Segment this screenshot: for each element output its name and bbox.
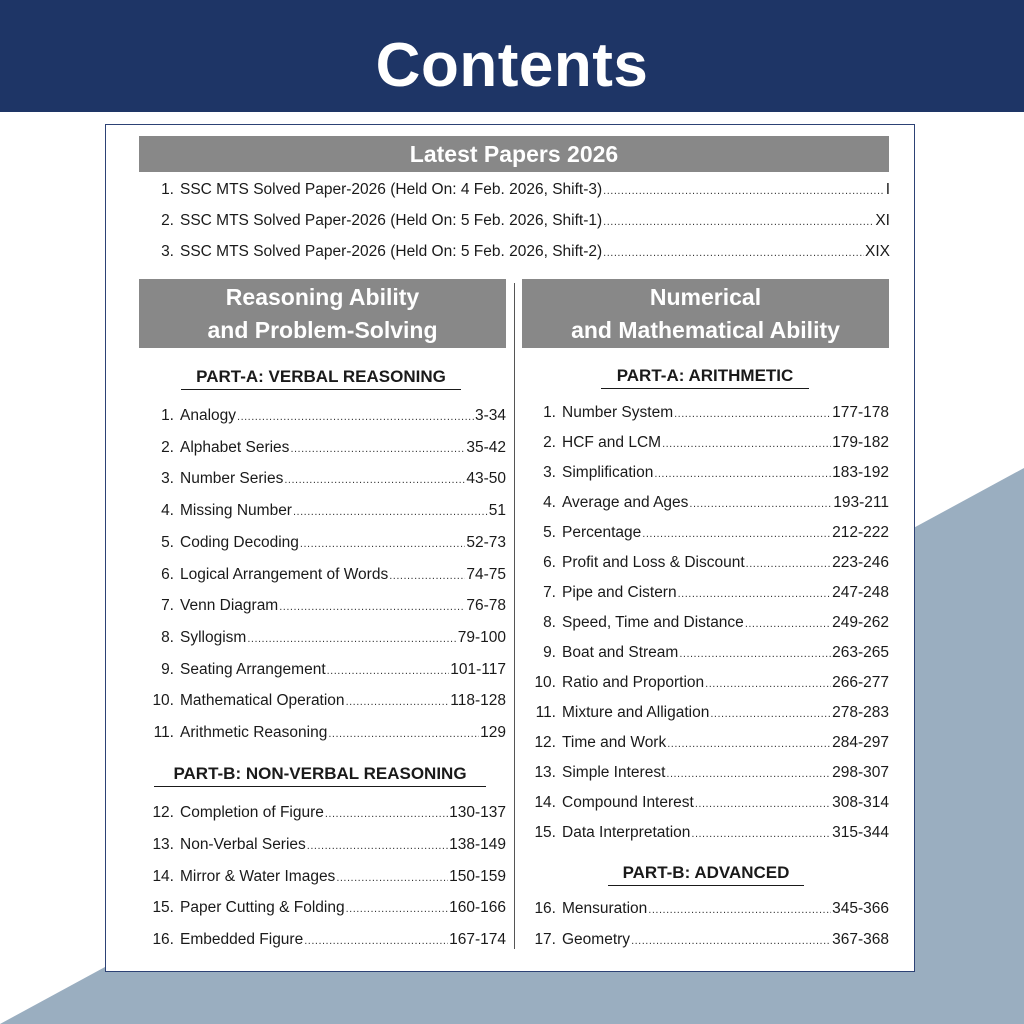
header-bar	[0, 0, 1024, 112]
verbal-topic-leader-dots	[247, 628, 456, 650]
arithmetic-topic-page: 263-265	[832, 644, 889, 661]
verbal-topic-row	[130, 564, 506, 586]
latest-paper-title: SSC MTS Solved Paper-2026 (Held On: 5 Feb. 2026, Shift-2)	[180, 243, 603, 260]
verbal-topic-title: Mathematical Operation	[180, 692, 345, 710]
arithmetic-topic-title: Compound Interest	[562, 794, 694, 811]
nonverbal-topic-row	[130, 866, 506, 888]
arithmetic-topic-row	[514, 432, 889, 454]
verbal-topic-title: Missing Number	[180, 502, 292, 520]
arithmetic-topic-title: Mixture and Alligation	[562, 704, 710, 721]
latest-paper-row	[130, 179, 890, 201]
reasoning-heading-line1: Reasoning Ability	[225, 283, 420, 310]
arithmetic-topic-title: Speed, Time and Distance	[562, 614, 744, 631]
arithmetic-topic-number: 3.	[543, 464, 556, 481]
arithmetic-topic-row	[514, 822, 889, 844]
verbal-topic-number: 6.	[161, 565, 174, 583]
latest-paper-title: SSC MTS Solved Paper-2026 (Held On: 4 Feb. 2026, Shift-3)	[180, 181, 603, 198]
verbal-topic-leader-dots	[290, 438, 465, 460]
nonverbal-topic-title: Mirror & Water Images	[180, 867, 336, 885]
advanced-topic-number: 16.	[534, 900, 556, 917]
verbal-topic-row	[130, 468, 506, 490]
numerical-heading-line2: and Mathematical Ability	[571, 316, 840, 343]
advanced-topic-title: Geometry	[562, 931, 631, 948]
verbal-topic-title: Logical Arrangement of Words	[180, 565, 389, 583]
arithmetic-topic-page: 179-182	[832, 434, 889, 451]
arithmetic-topic-row	[514, 762, 889, 784]
nonverbal-topic-leader-dots	[336, 867, 448, 889]
nonverbal-topic-number: 16.	[152, 931, 174, 949]
verbal-topic-number: 3.	[161, 470, 174, 488]
verbal-topic-page: 51	[488, 502, 506, 520]
arithmetic-topic-leader-dots	[745, 613, 831, 635]
advanced-topic-number: 17.	[534, 931, 556, 948]
nonverbal-topic-page: 138-149	[449, 835, 506, 853]
arithmetic-topic-leader-dots	[666, 763, 831, 785]
arithmetic-topic-row	[514, 642, 889, 664]
verbal-topic-leader-dots	[346, 691, 450, 713]
nonverbal-topic-page: 167-174	[449, 931, 506, 949]
verbal-topic-row	[130, 722, 506, 744]
arithmetic-topic-row	[514, 732, 889, 754]
arithmetic-topic-number: 6.	[543, 554, 556, 571]
arithmetic-topic-title: Average and Ages	[562, 494, 689, 511]
arithmetic-topic-title: Pipe and Cistern	[562, 584, 677, 601]
nonverbal-topic-leader-dots	[325, 803, 448, 825]
verbal-topic-number: 5.	[161, 533, 174, 551]
verbal-topic-title: Seating Arrangement	[180, 660, 326, 678]
arithmetic-topic-page: 193-211	[833, 494, 889, 511]
verbal-topic-title: Number Series	[180, 470, 284, 488]
arithmetic-topic-page: 183-192	[832, 464, 889, 481]
verbal-topic-leader-dots	[328, 723, 479, 745]
verbal-topic-number: 2.	[161, 438, 174, 456]
arithmetic-topic-title: Boat and Stream	[562, 644, 679, 661]
arithmetic-topic-page: 278-283	[832, 704, 889, 721]
nonverbal-topic-row	[130, 802, 506, 824]
verbal-topic-page: 74-75	[466, 565, 506, 583]
verbal-topic-page: 76-78	[466, 597, 506, 615]
verbal-topic-leader-dots	[237, 406, 474, 428]
latest-paper-page: XI	[875, 212, 890, 229]
arithmetic-topic-page: 177-178	[832, 404, 889, 421]
verbal-topic-number: 10.	[152, 692, 174, 710]
arithmetic-topic-page: 223-246	[832, 554, 889, 571]
advanced-topic-row	[514, 898, 889, 920]
advanced-topic-page: 345-366	[832, 900, 889, 917]
nonverbal-topic-page: 160-166	[449, 899, 506, 917]
verbal-topic-title: Analogy	[180, 407, 237, 424]
arithmetic-topic-number: 2.	[543, 434, 556, 451]
arithmetic-topic-number: 14.	[534, 794, 556, 811]
latest-paper-number: 3.	[161, 243, 174, 260]
nonverbal-topic-leader-dots	[346, 898, 449, 920]
arithmetic-topic-leader-dots	[705, 673, 831, 695]
arithmetic-topic-title: Number System	[562, 404, 674, 421]
verbal-topic-number: 1.	[161, 407, 174, 424]
arithmetic-topic-page: 298-307	[832, 764, 889, 781]
latest-paper-page: XIX	[865, 243, 890, 260]
arithmetic-topic-leader-dots	[667, 733, 831, 755]
verbal-topic-page: 101-117	[450, 660, 506, 678]
arithmetic-topic-title: Data Interpretation	[562, 824, 691, 841]
arithmetic-topic-title: Time and Work	[562, 734, 667, 751]
arithmetic-topic-leader-dots	[746, 553, 831, 575]
nonverbal-topic-leader-dots	[307, 835, 448, 857]
arithmetic-topic-row	[514, 462, 889, 484]
verbal-topic-title: Arithmetic Reasoning	[180, 724, 328, 741]
arithmetic-topic-row	[514, 552, 889, 574]
verbal-topic-page: 52-73	[466, 533, 506, 551]
verbal-topic-leader-dots	[284, 469, 465, 491]
latest-paper-row	[130, 210, 890, 232]
arithmetic-topic-page: 284-297	[832, 734, 889, 751]
nonverbal-topic-title: Embedded Figure	[180, 931, 304, 949]
nonverbal-topic-title: Paper Cutting & Folding	[180, 899, 345, 917]
arithmetic-topic-row	[514, 672, 889, 694]
verbal-topic-leader-dots	[293, 501, 488, 523]
verbal-topic-row	[130, 500, 506, 522]
arithmetic-topic-number: 7.	[543, 584, 556, 601]
verbal-topic-page: 79-100	[457, 628, 506, 646]
arithmetic-topic-page: 249-262	[832, 614, 889, 631]
numerical-heading-line1: Numerical	[649, 283, 762, 310]
left-part-a-heading: PART-A: VERBAL REASONING	[181, 366, 461, 390]
arithmetic-topic-title: Simplification	[562, 464, 654, 481]
verbal-topic-page: 118-128	[450, 692, 506, 710]
arithmetic-topic-title: HCF and LCM	[562, 434, 662, 451]
latest-paper-title: SSC MTS Solved Paper-2026 (Held On: 5 Feb. 2026, Shift-1)	[180, 212, 603, 229]
nonverbal-topic-row	[130, 929, 506, 951]
advanced-topic-leader-dots	[631, 930, 831, 952]
arithmetic-topic-number: 13.	[534, 764, 556, 781]
advanced-topic-row	[514, 929, 889, 951]
latest-paper-number: 1.	[161, 181, 174, 198]
latest-paper-leader-dots	[603, 180, 885, 202]
verbal-topic-title: Coding Decoding	[180, 533, 299, 551]
arithmetic-topic-title: Simple Interest	[562, 764, 666, 781]
nonverbal-topic-row	[130, 897, 506, 919]
verbal-topic-row	[130, 532, 506, 554]
numerical-heading	[522, 279, 889, 348]
arithmetic-topic-leader-dots	[654, 463, 831, 485]
latest-paper-number: 2.	[161, 212, 174, 229]
nonverbal-topic-page: 150-159	[449, 867, 506, 885]
latest-paper-leader-dots	[603, 242, 864, 264]
arithmetic-topic-title: Percentage	[562, 524, 642, 541]
right-part-a-heading: PART-A: ARITHMETIC	[601, 365, 809, 389]
advanced-topic-title: Mensuration	[562, 900, 648, 917]
latest-paper-row	[130, 241, 890, 263]
nonverbal-topic-number: 15.	[152, 899, 174, 917]
verbal-topic-row	[130, 437, 506, 459]
contents-card	[105, 124, 915, 972]
reasoning-heading-line2: and Problem-Solving	[207, 316, 438, 343]
verbal-topic-page: 35-42	[466, 438, 506, 456]
arithmetic-topic-number: 11.	[535, 704, 556, 721]
advanced-topic-page: 367-368	[832, 931, 889, 948]
arithmetic-topic-page: 212-222	[832, 524, 889, 541]
advanced-topic-leader-dots	[648, 899, 831, 921]
latest-paper-page: I	[885, 181, 890, 198]
page-title: Contents	[375, 31, 649, 100]
verbal-topic-page: 3-34	[474, 407, 506, 424]
arithmetic-topic-leader-dots	[710, 703, 831, 725]
nonverbal-topic-leader-dots	[304, 930, 448, 952]
verbal-topic-row	[130, 595, 506, 617]
arithmetic-topic-page: 266-277	[832, 674, 889, 691]
nonverbal-topic-title: Completion of Figure	[180, 804, 324, 821]
verbal-topic-title: Alphabet Series	[180, 438, 290, 456]
verbal-topic-page: 43-50	[466, 470, 506, 488]
nonverbal-topic-number: 13.	[152, 835, 174, 853]
arithmetic-topic-page: 247-248	[832, 584, 889, 601]
verbal-topic-row	[130, 690, 506, 712]
arithmetic-topic-leader-dots	[674, 403, 831, 425]
verbal-topic-leader-dots	[279, 596, 465, 618]
arithmetic-topic-page: 308-314	[832, 794, 889, 811]
verbal-topic-number: 8.	[161, 628, 174, 646]
arithmetic-topic-title: Profit and Loss & Discount	[562, 554, 745, 571]
arithmetic-topic-number: 4.	[543, 494, 556, 511]
verbal-topic-row	[130, 405, 506, 427]
arithmetic-topic-leader-dots	[695, 793, 831, 815]
arithmetic-topic-row	[514, 402, 889, 424]
nonverbal-topic-row	[130, 834, 506, 856]
right-part-b-heading: PART-B: ADVANCED	[608, 862, 804, 886]
arithmetic-topic-number: 1.	[543, 404, 556, 421]
verbal-topic-number: 7.	[161, 597, 174, 615]
arithmetic-topic-number: 15.	[534, 824, 556, 841]
latest-paper-leader-dots	[603, 211, 874, 233]
verbal-topic-leader-dots	[300, 533, 465, 555]
verbal-topic-title: Syllogism	[180, 628, 247, 646]
verbal-topic-number: 9.	[161, 660, 174, 678]
arithmetic-topic-number: 8.	[543, 614, 556, 631]
nonverbal-topic-number: 14.	[152, 867, 174, 885]
nonverbal-topic-title: Non-Verbal Series	[180, 835, 306, 853]
arithmetic-topic-row	[514, 582, 889, 604]
nonverbal-topic-page: 130-137	[449, 804, 506, 821]
verbal-topic-number: 4.	[161, 502, 174, 520]
verbal-topic-title: Venn Diagram	[180, 597, 279, 615]
arithmetic-topic-number: 9.	[543, 644, 556, 661]
arithmetic-topic-row	[514, 522, 889, 544]
arithmetic-topic-leader-dots	[662, 433, 831, 455]
arithmetic-topic-row	[514, 612, 889, 634]
verbal-topic-number: 11.	[153, 724, 174, 741]
arithmetic-topic-leader-dots	[689, 493, 832, 515]
arithmetic-topic-leader-dots	[679, 643, 831, 665]
arithmetic-topic-leader-dots	[642, 523, 831, 545]
verbal-topic-page: 129	[480, 724, 506, 741]
arithmetic-topic-row	[514, 792, 889, 814]
arithmetic-topic-number: 5.	[543, 524, 556, 541]
arithmetic-topic-number: 10.	[534, 674, 556, 691]
verbal-topic-row	[130, 659, 506, 681]
left-part-b-heading: PART-B: NON-VERBAL REASONING	[154, 763, 486, 787]
reasoning-heading	[139, 279, 506, 348]
verbal-topic-row	[130, 627, 506, 649]
arithmetic-topic-row	[514, 702, 889, 724]
arithmetic-topic-title: Ratio and Proportion	[562, 674, 705, 691]
arithmetic-topic-page: 315-344	[832, 824, 889, 841]
latest-papers-heading: Latest Papers 2026	[139, 136, 889, 172]
verbal-topic-leader-dots	[327, 660, 450, 682]
arithmetic-topic-row	[514, 492, 889, 514]
arithmetic-topic-number: 12.	[534, 734, 556, 751]
verbal-topic-leader-dots	[389, 565, 465, 587]
arithmetic-topic-leader-dots	[678, 583, 832, 605]
nonverbal-topic-number: 12.	[152, 804, 174, 821]
arithmetic-topic-leader-dots	[691, 823, 831, 845]
